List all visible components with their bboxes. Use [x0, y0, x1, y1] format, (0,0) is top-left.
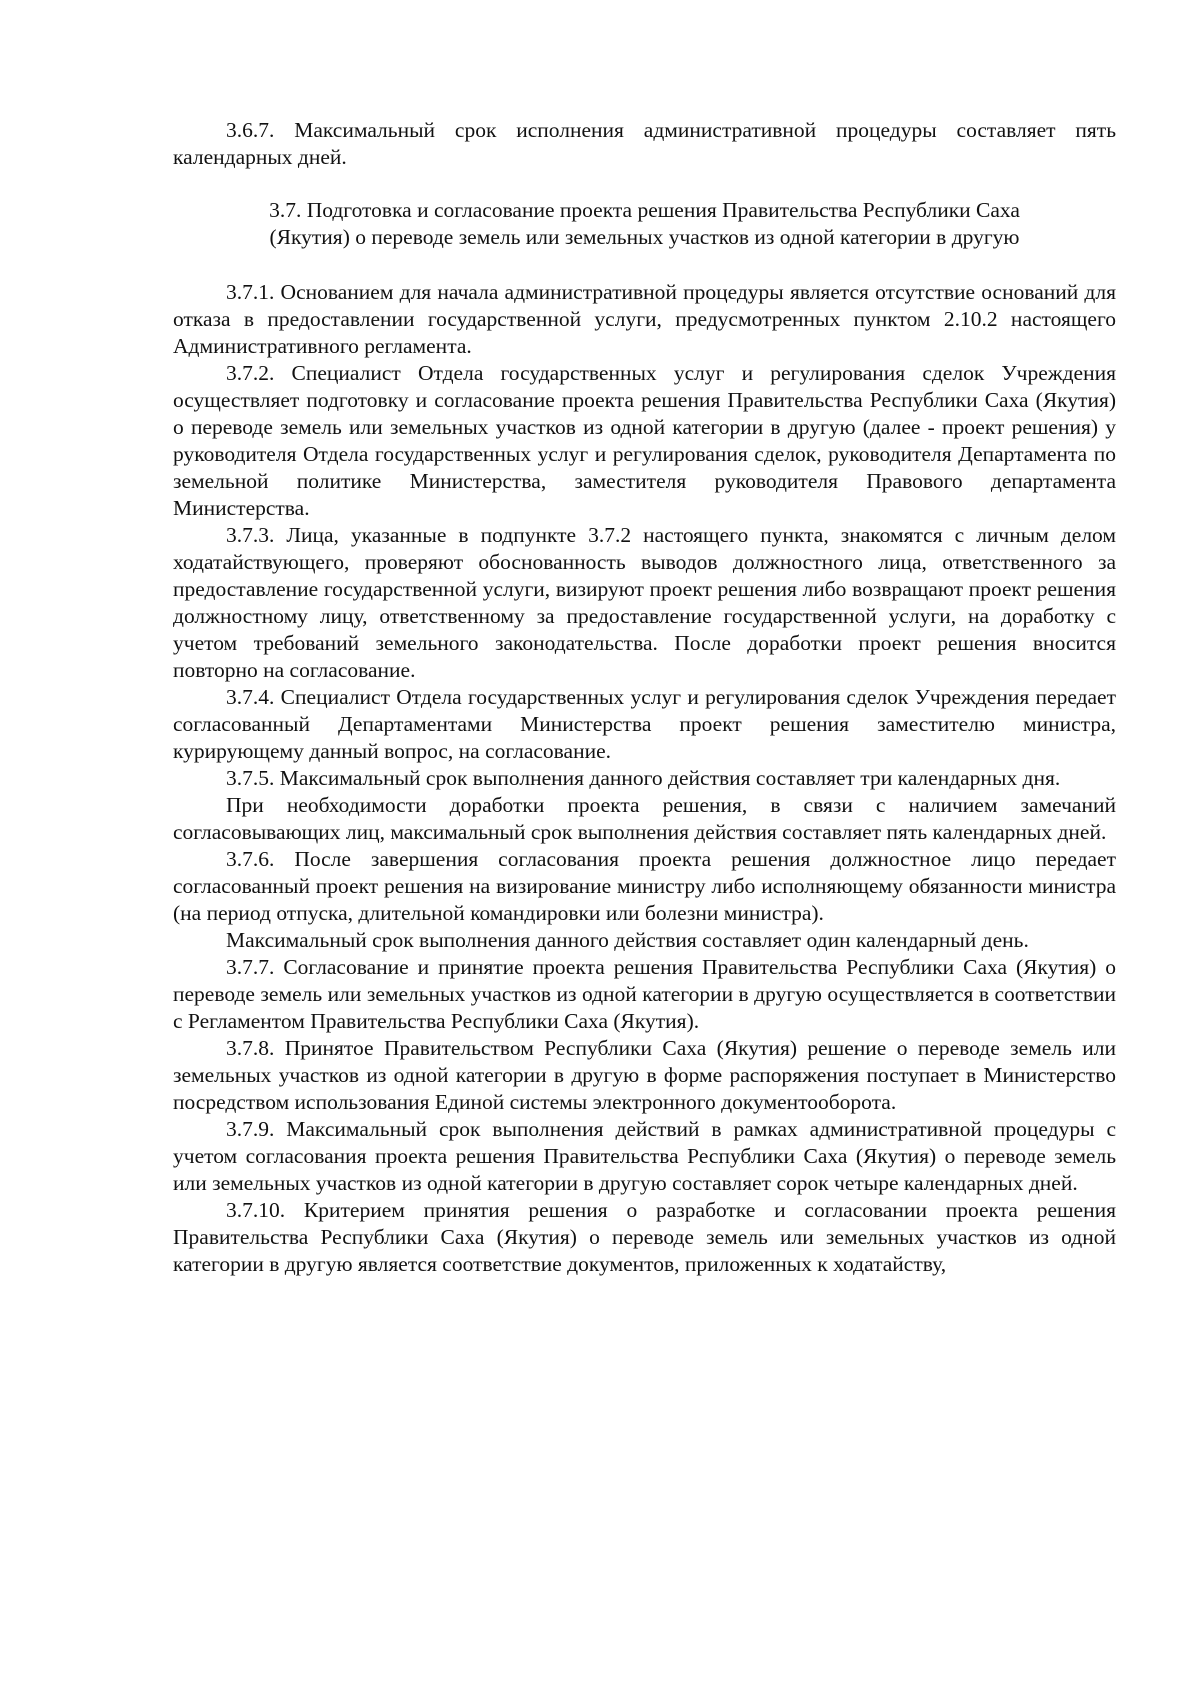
paragraph-3-7-5: 3.7.5. Максимальный срок выполнения данного действия составляет три календарных дня. — [226, 766, 1061, 790]
paragraph-3-7-6-note: Максимальный срок выполнения данного действия составляет один календарный день. — [226, 928, 1029, 952]
paragraph-3-7-6: 3.7.6. После завершения согласования проекта решения должностное лицо передает согласованный проект решения на визирование министру либо исполняющему обязанности министра (на период отпуска, длительной командировки или болезни министра). — [173, 847, 1116, 925]
paragraph-3-7-5-note: При необходимости доработки проекта решения, в связи с наличием замечаний согласовывающих лиц, максимальный срок выполнения действия составляет пять календарных дней. — [173, 793, 1116, 844]
document-body — [173, 117, 1116, 1278]
paragraph-3-7-7: 3.7.7. Согласование и принятие проекта решения Правительства Республики Саха (Якутия) о переводе земель или земельных участков из одной категории в другую осуществляется в соответствии с Регламентом Правительства Республики Саха (Якутия). — [173, 955, 1116, 1033]
paragraph-3-7-10: 3.7.10. Критерием принятия решения о разработке и согласовании проекта решения Правительства Республики Саха (Якутия) о переводе земель или земельных участков из одной категории в другую является соответствие документов, приложенных к ходатайству, — [173, 1198, 1116, 1276]
paragraph-3-7-1: 3.7.1. Основанием для начала административной процедуры является отсутствие оснований для отказа в предоставлении государственной услуги, предусмотренных пунктом 2.10.2 настоящего Административного регламента. — [173, 280, 1116, 358]
paragraph-3-7-2: 3.7.2. Специалист Отдела государственных услуг и регулирования сделок Учреждения осуществляет подготовку и согласование проекта решения Правительства Республики Саха (Якутия) о переводе земель или земельных участков из одной категории в другую (далее - проект решения) у руководителя Отдела государственных услуг и регулирования сделок, руководителя Департамента по земельной политике Министерства, заместителя руководителя Правового департамента Министерства. — [173, 361, 1116, 520]
paragraph-3-7-3: 3.7.3. Лица, указанные в подпункте 3.7.2 настоящего пункта, знакомятся с личным делом ходатайствующего, проверяют обоснованность выводов должностного лица, ответственного за предоставление государственной услуги, визируют проект решения либо возвращают проект решения должностному лицу, ответственному за предоставление государственной услуги, на доработку с учетом требований земельного законодательства. После доработки проект решения вносится повторно на согласование. — [173, 523, 1116, 682]
paragraph-3-6-7: 3.6.7. Максимальный срок исполнения административной процедуры составляет пять календарных дней. — [173, 118, 1116, 169]
paragraph-3-7-8: 3.7.8. Принятое Правительством Республики Саха (Якутия) решение о переводе земель или земельных участков из одной категории в другую в форме распоряжения поступает в Министерство посредством использования Единой системы электронного документооборота. — [173, 1036, 1116, 1114]
section-heading-line-1: 3.7. Подготовка и согласование проекта решения Правительства Республики Саха — [269, 198, 1020, 222]
section-heading-3-7 — [173, 197, 1116, 251]
section-heading-line-2: (Якутия) о переводе земель или земельных участков из одной категории в другую — [269, 225, 1020, 249]
paragraph-3-7-9: 3.7.9. Максимальный срок выполнения действий в рамках административной процедуры с учетом согласования проекта решения Правительства Республики Саха (Якутия) о переводе земель или земельных участков из одной категории в другую составляет сорок четыре календарных дней. — [173, 1117, 1116, 1195]
paragraph-3-7-4: 3.7.4. Специалист Отдела государственных услуг и регулирования сделок Учреждения передает согласованный Департаментами Министерства проект решения заместителю министра, курирующему данный вопрос, на согласование. — [173, 685, 1116, 763]
